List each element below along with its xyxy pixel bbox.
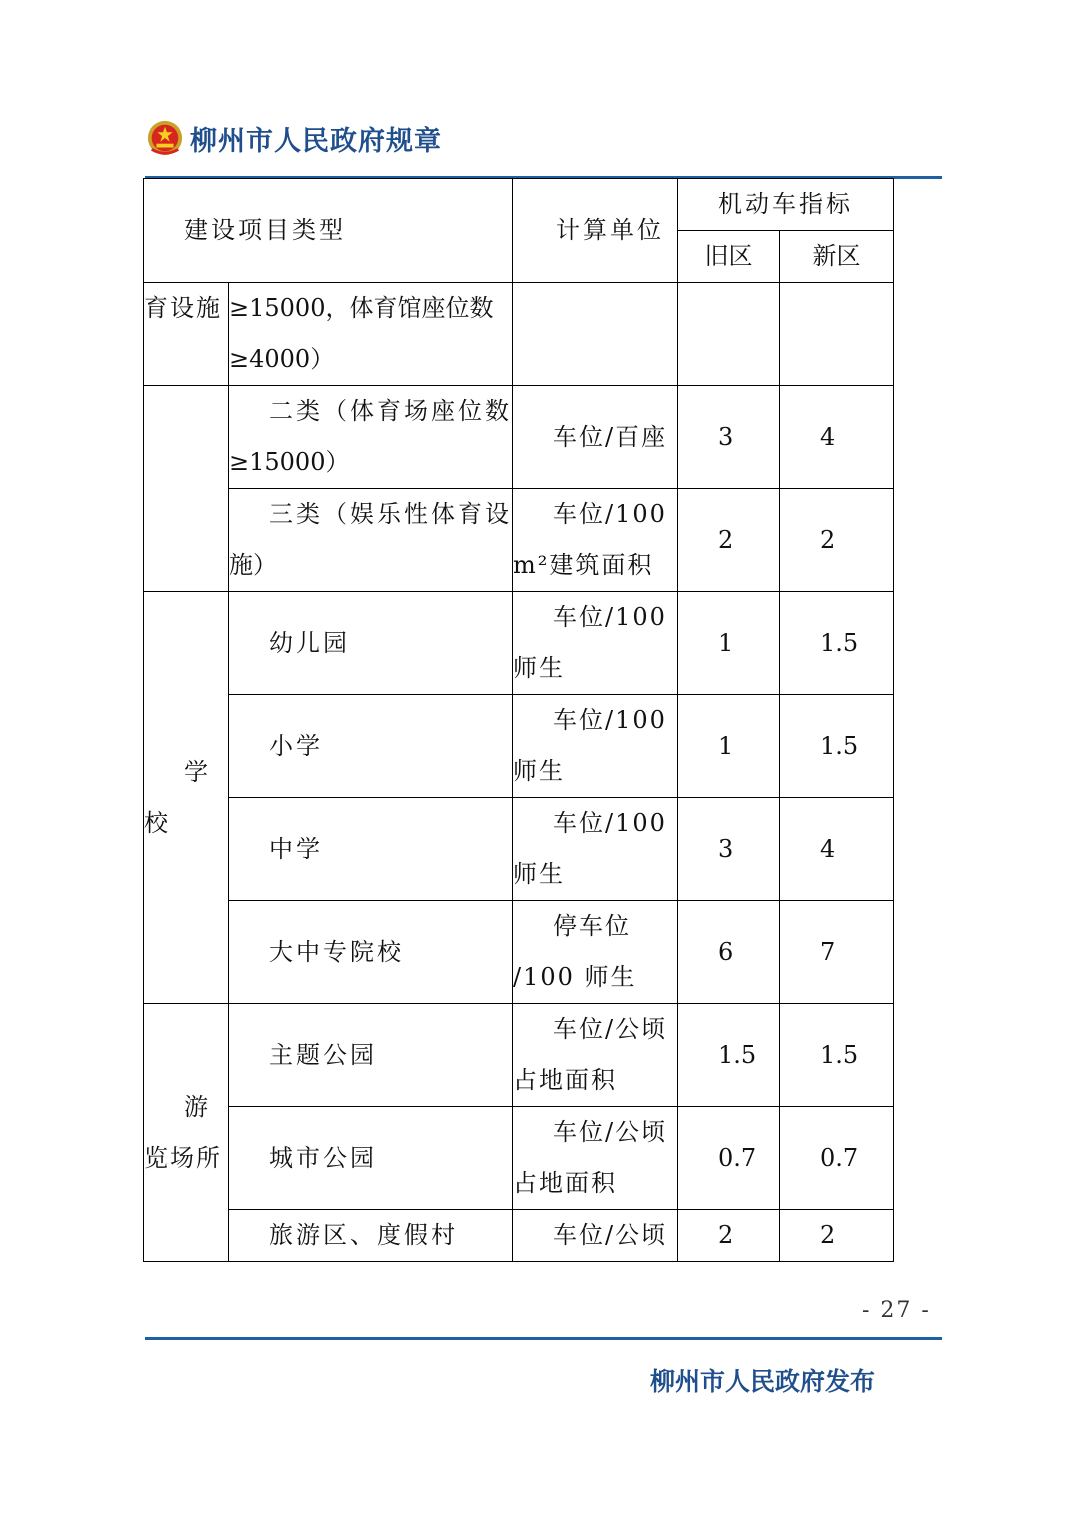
item-name: 中学 xyxy=(229,798,513,901)
new-area-value: 7 xyxy=(780,901,894,1004)
item-unit: 车位/公顷 占地面积 xyxy=(513,1004,678,1107)
header-type: 建设项目类型 xyxy=(144,179,513,283)
new-area-value: 0.7 xyxy=(780,1107,894,1210)
table-row xyxy=(144,798,894,901)
old-area-value: 3 xyxy=(678,798,780,901)
category-tour: 游 览场所 xyxy=(144,1004,229,1262)
item-unit: 车位/公顷 xyxy=(513,1210,678,1262)
item-name: 城市公园 xyxy=(229,1107,513,1210)
header-old-area: 旧区 xyxy=(678,231,780,283)
old-area-value: 3 xyxy=(678,386,780,489)
item-unit: 车位/100 师生 xyxy=(513,695,678,798)
old-area-value: 6 xyxy=(678,901,780,1004)
table-row xyxy=(144,1210,894,1262)
new-area-value: 1.5 xyxy=(780,695,894,798)
new-area-value: 1.5 xyxy=(780,592,894,695)
category-sports-cont: 育设施 xyxy=(144,283,229,386)
item-name: ≥15000，体育馆座位数 ≥4000） xyxy=(229,283,513,386)
item-unit: 车位/公顷 占地面积 xyxy=(513,1107,678,1210)
table-row xyxy=(144,489,894,592)
table-row xyxy=(144,592,894,695)
category-school: 学 校 xyxy=(144,592,229,1004)
old-area-value: 2 xyxy=(678,489,780,592)
new-area-value: 1.5 xyxy=(780,1004,894,1107)
parking-standard-table xyxy=(143,178,894,1262)
header-unit: 计算单位 xyxy=(513,179,678,283)
item-name: 幼儿园 xyxy=(229,592,513,695)
footer-publisher: 柳州市人民政府发布 xyxy=(650,1367,876,1396)
table-row xyxy=(144,901,894,1004)
new-area-value: 2 xyxy=(780,489,894,592)
item-unit: 车位/100 师生 xyxy=(513,798,678,901)
header-row xyxy=(144,179,894,231)
new-area-value: 4 xyxy=(780,386,894,489)
page-header xyxy=(146,118,442,158)
new-area-value: 2 xyxy=(780,1210,894,1262)
table-row xyxy=(144,283,894,386)
item-name: 三类（娱乐性体育设 施） xyxy=(229,489,513,592)
page-number: - 27 - xyxy=(862,1298,931,1323)
old-area-value: 2 xyxy=(678,1210,780,1262)
old-area-value: 1 xyxy=(678,592,780,695)
item-unit: 车位/百座 xyxy=(513,386,678,489)
table-row xyxy=(144,695,894,798)
item-unit: 车位/100 师生 xyxy=(513,592,678,695)
item-unit: 车位/100 m²建筑面积 xyxy=(513,489,678,592)
item-name: 旅游区、度假村 xyxy=(229,1210,513,1262)
item-name: 大中专院校 xyxy=(229,901,513,1004)
old-area-value: 1 xyxy=(678,695,780,798)
old-area-value: 1.5 xyxy=(678,1004,780,1107)
item-unit: 停车位 /100 师生 xyxy=(513,901,678,1004)
header-new-area: 新区 xyxy=(780,231,894,283)
header-title: 柳州市人民政府规章 xyxy=(190,125,442,157)
table-row xyxy=(144,386,894,489)
footer-rule xyxy=(145,1337,942,1340)
item-name: 主题公园 xyxy=(229,1004,513,1107)
item-name: 小学 xyxy=(229,695,513,798)
header-indicator: 机动车指标 xyxy=(678,179,894,231)
new-area-value: 4 xyxy=(780,798,894,901)
table-row xyxy=(144,1004,894,1107)
table-row xyxy=(144,1107,894,1210)
item-name: 二类（体育场座位数 ≥15000） xyxy=(229,386,513,489)
old-area-value: 0.7 xyxy=(678,1107,780,1210)
national-emblem-icon xyxy=(146,119,184,157)
